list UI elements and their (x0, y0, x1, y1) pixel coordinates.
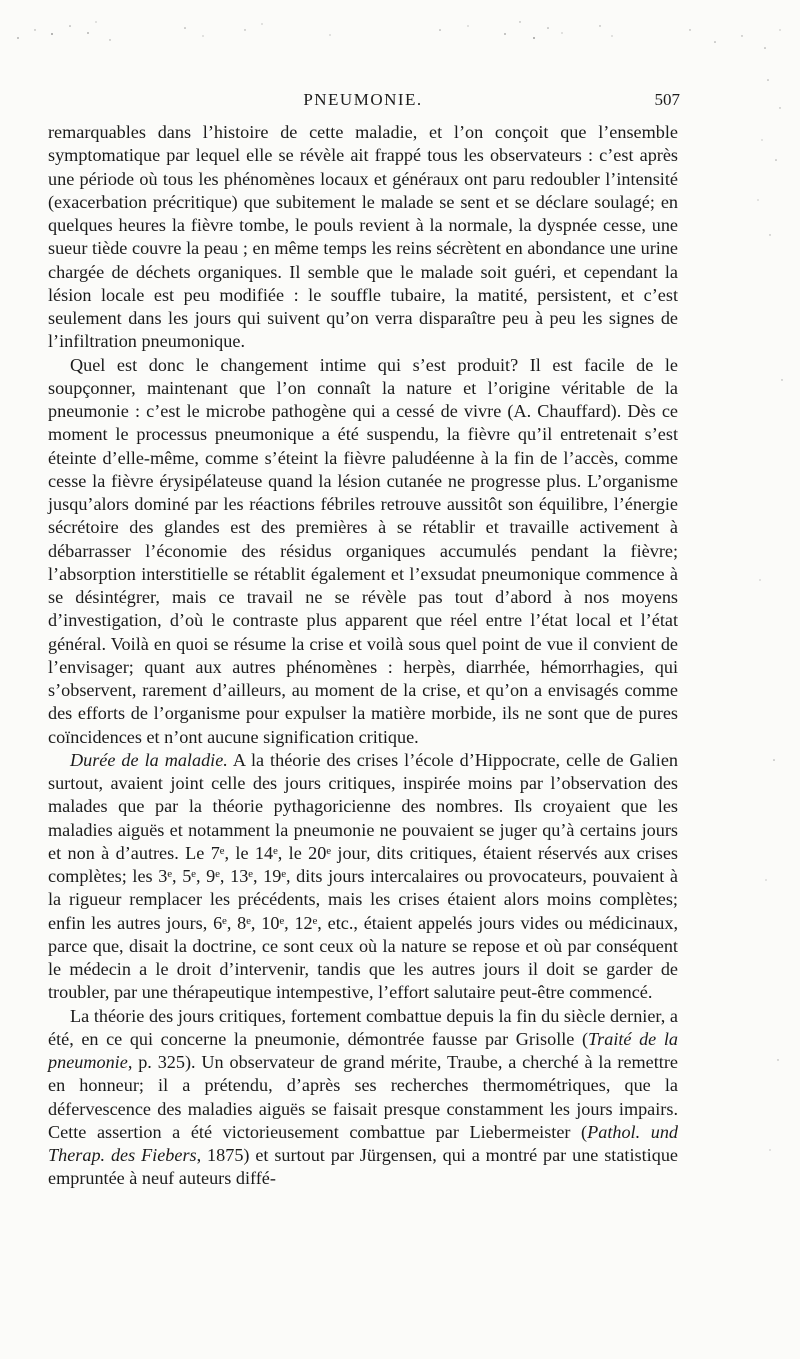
paragraph-crisis-explanation: Quel est donc le changement intime qui s’est produit? Il est facile de le soupçonner, maintenant que l’on connaît la nature et l’origine véritable de la pneumonie : c’est le microbe pathogène qui a cessé de vivre (A. Chauffard). Dès ce moment le processus pneumonique a été suspendu, la fièvre qu’il entretenait s’est éteinte d’elle-même, comme s’éteint la fièvre paludéenne à la fin de l’accès, comme cesse la fièvre érysipélateuse quand la lésion cutanée ne progresse plus. L’organisme jusqu’alors dominé par les réactions fébriles retrouve aussitôt son équilibre, l’énergie sécrétoire des glandes est des premières à se rétablir et travaille activement à débarrasser l’économie des résidus organiques accumulés pendant la fièvre; l’absorption interstitielle se rétablit également et l’exsudat pneumonique commence à se désintégrer, mais ce travail ne se révèle pas tout d’abord à nos moyens d’investigation, d’où le contraste plus apparent que réel entre l’état local et l’état général. Voilà en quoi se résume la crise et voilà sous quel point de vue il convient de l’envisager; quant aux autres phénomènes : herpès, diarrhée, hémorrhagies, qui s’observent, rarement d’ailleurs, au moment de la crise, et qu’on a envisagés comme des efforts de l’organisme pour expulser la matière morbide, ils ne sont que de pures coïncidences et n’ont aucune signification critique. (48, 354, 678, 747)
running-title: PNEUMONIE. (303, 90, 423, 109)
paragraph-critical-days-text-1: La théorie des jours critiques, fortement combattue depuis la fin du siècle dernier, a été, en ce qui concerne la pneumonie, démontrée fausse par Grisolle ( (48, 1005, 678, 1049)
scan-speckle-top (0, 0, 800, 80)
paragraph-critical-days-text-3: , 1875) et surtout par Jürgensen, qui a montré par une statistique empruntée à neuf auteurs diffé- (48, 1145, 678, 1189)
paragraph-critical-days-text-2: , p. 325). Un observateur de grand mérite, Traube, a cherché à la remettre en honneur; il a prétendu, d’après ses recherches thermométriques, que la défervescence des maladies aiguës se faisait presque constamment les jours impairs. Cette assertion a été victorieusement combattue par Liebermeister ( (48, 1052, 678, 1142)
scan-speckle-right (740, 60, 800, 1260)
page-number: 507 (654, 90, 680, 109)
section-heading-duration: Durée de la maladie. (70, 749, 228, 770)
citation-traite-pneumonie: Traité de la pneumonie (48, 1028, 678, 1072)
body-text (48, 121, 678, 1191)
paragraph-duration-text: A la théorie des crises l’école d’Hippocrate, celle de Galien surtout, avaient joint celle des jours critiques, inspirée moins par l’observation des malades que par la théorie pythagoricienne des nombres. Ils croyaient que les maladies aiguës et notamment la pneumonie ne pouvaient se juger qu’à certains jours et non à d’autres. Le 7ᵉ, le 14ᵉ, le 20ᵉ jour, dits critiques, étaient réservés aux crises complètes; les 3ᵉ, 5ᵉ, 9ᵉ, 13ᵉ, 19ᵉ, dits jours intercalaires ou provocateurs, pouvaient à la rigueur remplacer les précédents, mais les crises étaient alors moins complètes; enfin les autres jours, 6ᵉ, 8ᵉ, 10ᵉ, 12ᵉ, etc., étaient appelés jours vides ou médicinaux, parce que, disait la doctrine, ce sont ceux où la nature se repose et où par conséquent le médecin a le droit d’intervenir, tandis que les autres jours il doit se garder de troubler, par une thérapeutique intempestive, l’effort salutaire peut-être commencé. (48, 749, 679, 1003)
paragraph-critical-days (48, 1005, 678, 1191)
paragraph-crisis-description: remarquables dans l’histoire de cette maladie, et l’on conçoit que l’ensemble symptomatique par lequel elle se révèle ait frappé tous les observateurs : c’est après une période où tous les phénomènes locaux et généraux ont paru redoubler l’intensité (exacerbation précritique) que subitement le malade se sent et se déclare soulagé; en quelques heures la fièvre tombe, le pouls revient à la normale, la dyspnée cesse, une sueur tiède couvre la peau ; en même temps les reins sécrètent en abondance une urine chargée de déchets organiques. Il semble que le malade soit guéri, et cependant la lésion locale est peu modifiée : le souffle tubaire, la matité, persistent, et c’est seulement dans les jours qui suivent qu’on verra disparaître peu à peu les signes de l’infiltration pneumonique. (48, 122, 678, 352)
running-head (48, 90, 678, 114)
citation-pathol-therap: Pathol. und Therap. des Fiebers (48, 1121, 679, 1165)
paragraph-duration (48, 749, 678, 1005)
